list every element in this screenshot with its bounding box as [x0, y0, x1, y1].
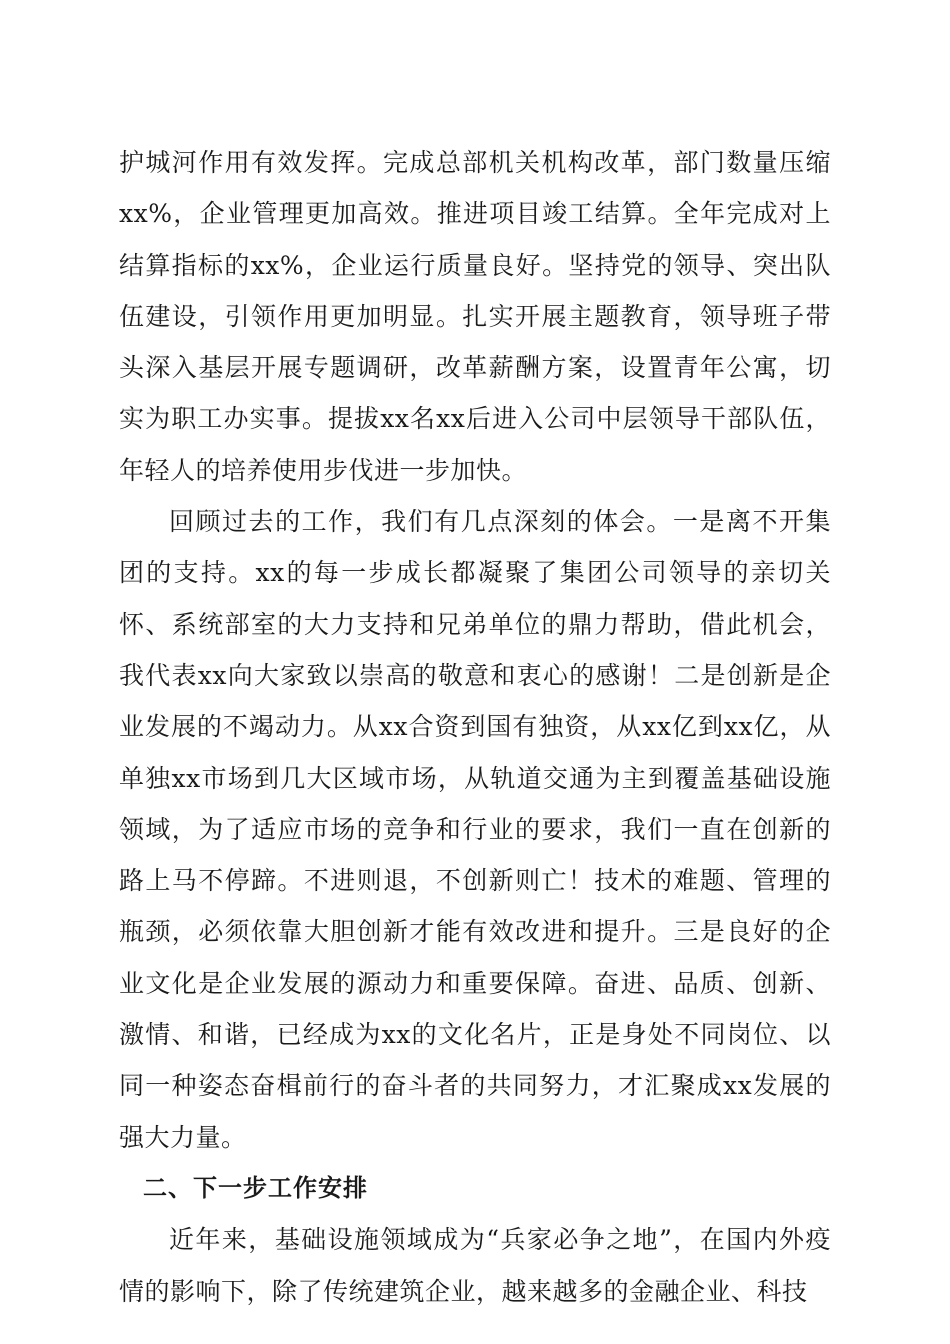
document-body	[119, 137, 831, 1317]
body-paragraph-reflections: 回顾过去的工作，我们有几点深刻的体会。一是离不开集团的支持。xx的每一步成长都凝聚了集团公司领导的亲切关怀、系统部室的大力支持和兄弟单位的鼎力帮助，借此机会，我代表xx向大家致以崇高的敬意和衷心的感谢！二是创新是企业发展的不竭动力。从xx合资到国有独资，从xx亿到xx亿，从单独xx市场到几大区域市场，从轨道交通为主到覆盖基础设施领域，为了适应市场的竞争和行业的要求，我们一直在创新的路上马不停蹄。不进则退，不创新则亡！技术的难题、管理的瓶颈，必须依靠大胆创新才能有效改进和提升。三是良好的企业文化是企业发展的源动力和重要保障。奋进、品质、创新、激情、和谐，已经成为xx的文化名片，正是身处不同岗位、以同一种姿态奋楫前行的奋斗者的共同努力，才汇聚成xx发展的强大力量。	[119, 507, 831, 1152]
body-paragraph-continued: 护城河作用有效发挥。完成总部机关机构改革，部门数量压缩xx%，企业管理更加高效。推进项目竣工结算。全年完成对上结算指标的xx%，企业运行质量良好。坚持党的领导、突出队伍建设，引领作用更加明显。扎实开展主题教育，领导班子带头深入基层开展专题调研，改革薪酬方案，设置青年公寓，切实为职工办实事。提拔xx名xx后进入公司中层领导干部队伍，年轻人的培养使用步伐进一步加快。	[119, 148, 831, 485]
section-heading: 二、下一步工作安排	[143, 1173, 368, 1202]
body-paragraph-next-steps: 近年来，基础设施领域成为“兵家必争之地”，在国内外疫情的影响下，除了传统建筑企业，越来越多的金融企业、科技	[119, 1225, 831, 1306]
